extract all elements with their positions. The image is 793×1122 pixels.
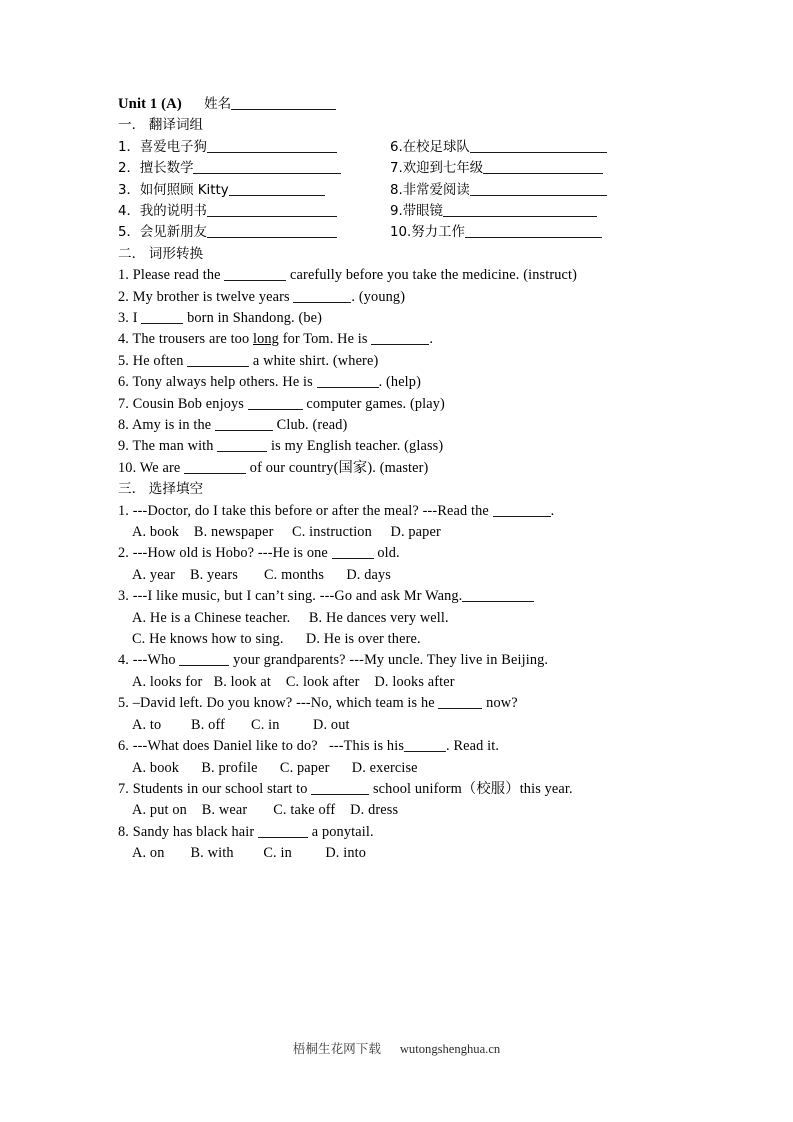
question-text-pre: ---Who [132,652,180,669]
item-text: 在校足球队 [402,139,470,155]
item-text-post: . (help) [378,374,421,391]
header-gap [182,96,204,112]
item-text-post: of our country(国家). (master) [246,459,429,476]
mc-options[interactable]: A. book B. profile C. paper D. exercise [132,759,418,776]
item-number: 5． [118,225,140,241]
question-text-pre: ---Doctor, do I take this before or after the meal? ---Read the [132,502,493,519]
item-answer-blank[interactable] [443,205,597,217]
item-number: 10. [390,225,412,241]
word-form-item [118,265,678,286]
question-answer-blank[interactable] [404,740,446,752]
word-form-item [118,308,678,329]
question-text-post: old. [373,545,400,562]
item-answer-blank[interactable] [187,355,249,367]
mc-question [118,779,678,800]
item-text-pre: Tony always help others. He is [132,374,317,391]
mc-question [118,822,678,843]
item-answer-blank[interactable] [207,141,337,153]
document-body [118,94,678,865]
question-text-pre: ---How old is Hobo? ---He is one [132,545,332,562]
section-three-heading [118,479,678,500]
question-number: 4. [118,652,133,669]
item-answer-blank[interactable] [141,312,183,324]
mc-options[interactable]: A. on B. with C. in D. into [132,845,367,862]
word-form-item [118,372,678,393]
question-text-post: your grandparents? ---My uncle. They live in Beijing. [229,652,549,669]
word-form-item [118,458,678,479]
word-form-list [118,265,678,479]
mc-question [118,650,678,671]
item-number: 1. [118,267,133,284]
item-text-pre: Cousin Bob enjoys [132,395,248,412]
item-number: 1． [118,139,140,155]
item-text-post: . [429,331,434,348]
item-number: 9. [118,438,133,455]
mc-options[interactable]: A. He is a Chinese teacher. B. He dances very well. [132,609,449,626]
item-number: 2. [118,288,133,305]
translation-item-left [118,158,341,179]
question-number: 2. [118,545,133,562]
item-answer-blank[interactable] [317,376,379,388]
item-number: 5. [118,352,133,369]
section-three-title: 选择填空 [148,481,204,498]
translation-row [118,201,678,222]
mc-options-second-row[interactable]: C. He knows how to sing. D. He is over there. [132,631,421,648]
item-number: 3. [118,309,133,326]
mc-question [118,693,678,714]
item-answer-blank[interactable] [207,226,337,238]
item-text: 努力工作 [411,225,465,241]
item-text-post: a white shirt. (where) [249,352,379,369]
item-text-post: carefully before you take the medicine. (instruct) [286,267,578,284]
translation-item-right [390,222,602,243]
question-text-post: . [550,502,555,519]
name-blank[interactable] [231,98,336,110]
mc-question [118,501,678,522]
mc-options[interactable]: A. put on B. wear C. take off D. dress [132,802,399,819]
item-emphasis: long [252,331,279,348]
footer-watermark [0,1038,793,1057]
item-text-post: . (young) [351,288,406,305]
item-number: 6. [118,374,133,391]
item-answer-blank[interactable] [470,184,607,196]
word-form-item [118,436,678,457]
item-number: 8. [118,417,132,434]
question-number: 8. [118,823,133,840]
translation-list [118,137,678,244]
item-answer-blank[interactable] [215,419,273,431]
translation-row [118,137,678,158]
item-answer-blank[interactable] [293,291,351,303]
section-one-number: 一． [118,117,146,134]
item-text-pre: The man with [132,438,218,455]
item-number: 7. [390,161,403,177]
section-one-heading [118,115,678,136]
question-text-pre: ---I like music, but I can’t sing. ---Go and ask Mr Wang. [132,588,463,605]
page-title: Unit 1 (A) [118,96,182,112]
item-text-pre: Please read the [132,267,225,284]
word-form-item [118,415,678,436]
item-text: 喜爱电子狗 [139,139,207,155]
item-text: 会见新朋友 [139,225,207,241]
question-text-post: school uniform（校服）this year. [369,780,573,797]
item-text-pre: I [132,309,142,326]
question-number: 3. [118,588,133,605]
translation-row [118,158,678,179]
item-answer-blank[interactable] [229,184,325,196]
question-text-pre: Students in our school start to [132,780,312,797]
item-number: 4. [118,331,133,348]
item-text-post: is my English teacher. (glass) [267,438,444,455]
document-header [118,94,678,115]
item-text: 非常爱阅读 [402,182,470,198]
item-answer-blank[interactable] [224,269,286,281]
translation-row [118,222,678,243]
item-number: 10. [118,459,140,476]
footer-gap [381,1042,400,1056]
question-answer-blank[interactable] [258,826,308,838]
item-text-post: computer games. (play) [302,395,445,412]
item-text: 擅长数学 [139,161,194,177]
question-number: 7. [118,780,133,797]
item-number: 6. [390,139,403,155]
item-text-pre: The trousers are too [132,331,253,348]
item-number: 2． [118,161,140,177]
item-answer-blank[interactable] [248,398,303,410]
item-answer-blank[interactable] [371,333,429,345]
question-answer-blank[interactable] [493,505,551,517]
name-label: 姓名 [204,97,232,112]
mc-question [118,543,678,564]
translation-item-left [118,222,337,243]
footer-site-url: wutongshenghua.cn [399,1042,501,1056]
section-two-title: 词形转换 [148,245,204,262]
question-answer-blank[interactable] [311,783,369,795]
item-number: 4． [118,203,140,219]
question-text-pre: Sandy has black hair [132,823,259,840]
item-number: 8. [390,182,403,198]
item-text: 如何照顾 Kitty [139,182,229,198]
item-text-mid: for Tom. He is [278,331,372,348]
question-answer-blank[interactable] [332,547,374,559]
word-form-item [118,329,678,350]
question-number: 5. [118,695,133,712]
question-number: 6. [118,738,133,755]
item-answer-blank[interactable] [465,226,602,238]
item-number: 9. [390,203,403,219]
section-one-title: 翻译词组 [148,117,204,134]
mc-options[interactable]: A. to B. off C. in D. out [132,716,350,733]
section-three-number: 三． [118,481,146,498]
translation-item-left [118,137,337,158]
translation-item-right [390,137,607,158]
item-number: 3． [118,182,140,198]
question-text-post: . Read it. [446,738,500,755]
question-text-post: a ponytail. [308,823,374,840]
section-two-heading [118,244,678,265]
mc-question [118,586,678,607]
translation-item-right [390,158,603,179]
word-form-item [118,287,678,308]
item-text: 带眼镜 [402,203,443,219]
item-answer-blank[interactable] [184,462,246,474]
item-answer-blank[interactable] [207,205,337,217]
mc-options[interactable]: A. looks for B. look at C. look after D. looks after [132,673,455,690]
item-text-pre: We are [139,459,185,476]
item-text: 我的说明书 [139,203,207,219]
word-form-item [118,351,678,372]
item-number: 7. [118,395,133,412]
item-text-pre: Amy is in the [131,417,215,434]
item-text: 欢迎到七年级 [402,161,484,177]
item-text-post: born in Shandong. (be) [183,309,323,326]
translation-item-left [118,201,337,222]
question-number: 1. [118,502,133,519]
question-text-post: now? [482,695,518,712]
multiple-choice-list [118,501,678,865]
item-text-pre: He often [132,352,188,369]
mc-question [118,736,678,757]
question-answer-blank[interactable] [462,590,534,602]
translation-item-right [390,180,607,201]
item-text-post: Club. (read) [272,417,348,434]
item-answer-blank[interactable] [470,141,607,153]
footer-cn-text: 梧桐生花网下载 [292,1041,381,1056]
translation-item-right [390,201,597,222]
question-text-pre: –David left. Do you know? ---No, which team is he [132,695,439,712]
item-text-pre: My brother is twelve years [132,288,294,305]
item-answer-blank[interactable] [217,440,267,452]
translation-row [118,180,678,201]
translation-item-left [118,180,325,201]
question-text-pre: ---What does Daniel like to do? ---This is his [132,738,405,755]
word-form-item [118,394,678,415]
item-answer-blank[interactable] [193,162,341,174]
question-answer-blank[interactable] [438,697,482,709]
mc-options[interactable]: A. book B. newspaper C. instruction D. paper [132,524,441,541]
question-answer-blank[interactable] [179,654,229,666]
section-two-number: 二． [118,245,146,262]
item-answer-blank[interactable] [483,162,603,174]
mc-options[interactable]: A. year B. years C. months D. days [132,566,392,583]
